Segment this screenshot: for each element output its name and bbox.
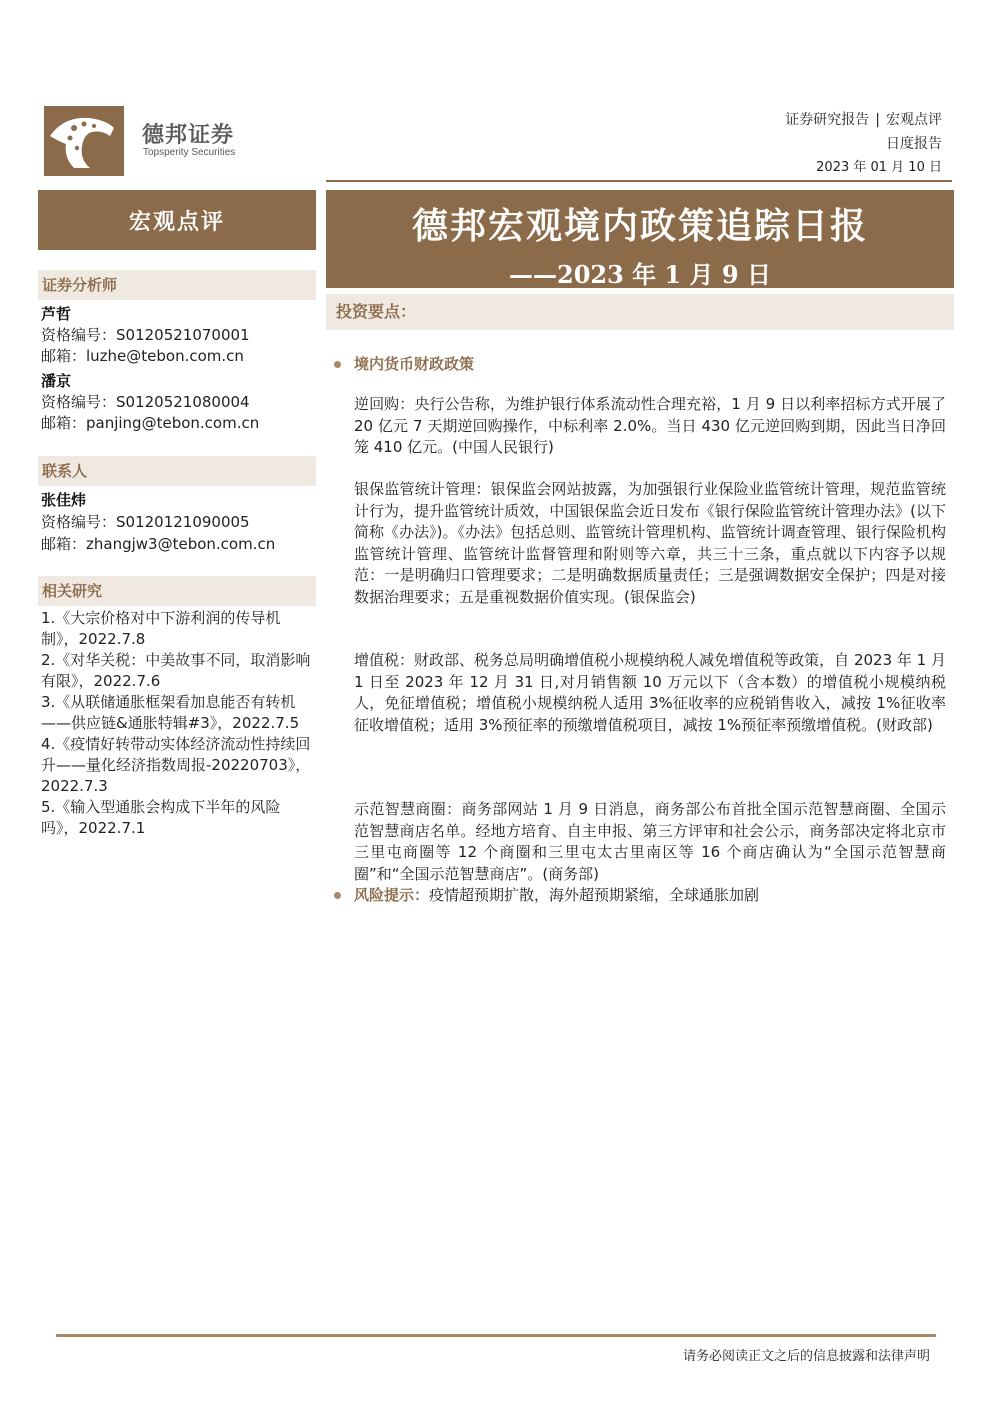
paragraph-smart-commerce: 示范智慧商圈：商务部网站 1 月 9 日消息，商务部公布首批全国示范智慧商圈、全国示范智慧商店名单。经地方培育、自主申报、第三方评审和社会公示，商务部决定将北京市三里屯商圈等 12 个商圈和三里屯太古里南区等 16 个商店确认为“全国示范智慧商圈”和“全国示范智慧商店”。(商务部) [354,800,946,883]
footer-disclaimer: 请务必阅读正文之后的信息披露和法律声明 [682,1349,930,1364]
risk-text: 疫情超预期扩散，海外超预期紧缩，全球通胀加剧 [429,886,760,904]
analyst-cert: 资格编号：S0120521080004 [41,393,250,411]
analysts-heading: 证券分析师 [38,270,316,300]
contact-cert: 资格编号：S0120121090005 [41,513,250,531]
brand-name-cn: 德邦证券 [142,123,235,148]
analyst-cert: 资格编号：S0120521070001 [41,326,250,344]
related-research-item[interactable]: 4.《疫情好转带动实体经济流动性持续回升——量化经济指数周报-20220703》，2022.7.3 [41,735,311,795]
title-banner [326,190,954,288]
paragraph-insurance-stats: 银保监管统计管理：银保监会网站披露，为加强银行业保险业监管统计管理，规范监管统计行为，提升监管统计质效，中国银保监会近日发布《银行保险监管统计管理办法》(以下简称《办法》)。《办法》包括总则、监管统计管理机构、监管统计调查管理、银行保险机构监管统计管理、监管统计监督管理和附则等六章，共三十三条，重点就以下内容予以规范：一是明确归口管理要求；二是明确数据质量责任；三是强调数据安全保护；四是对接数据治理要求；五是重视数据价值实现。(银保监会) [354,480,946,606]
document-title: 德邦宏观境内政策追踪日报 [411,205,868,247]
paragraph-reverse-repo: 逆回购：央行公告称，为维护银行体系流动性合理充裕，1 月 9 日以利率招标方式开展了 20 亿元 7 天期逆回购操作，中标利率 2.0%。当日 430 亿元逆回购到期，因此当日净回笼 410 亿元。(中国人民银行) [354,395,946,457]
leopard-logo-icon [44,106,124,176]
separator: | [875,112,880,128]
analyst-name: 芦哲 [41,305,72,323]
related-research-item[interactable]: 3.《从联储通胀框架看加息能否有转机——供应链&通胀特辑#3》，2022.7.5 [41,693,300,732]
document-subtitle: ——2023 年 1 月 9 日 [509,260,771,289]
risk-warning [354,884,759,905]
analyst-name: 潘京 [41,372,72,390]
paragraph-vat: 增值税：财政部、税务总局明确增值税小规模纳税人减免增值税等政策，自 2023 年 1 月 1 日至 2023 年 12 月 31 日,对月销售额 10 万元以下（含本数）的增值税小规模纳税人，免征增值税；增值税小规模纳税人适用 3%征收率的应税销售收入，减按 1%征收率征收增值税；适用 3%预征率的预缴增值税项目，减按 1%预征率预缴增值税。(财政部) [354,651,946,734]
contact-heading: 联系人 [38,456,316,486]
report-meta [785,108,942,180]
risk-label: 风险提示： [354,886,430,904]
section-title: 境内货币财政政策 [354,355,475,373]
related-research-item[interactable]: 1.《大宗价格对中下游利润的传导机制》，2022.7.8 [41,609,281,648]
report-category: 宏观点评 [886,112,942,128]
related-research-heading: 相关研究 [38,576,316,606]
contact-email[interactable]: 邮箱：zhangjw3@tebon.com.cn [41,535,276,553]
related-research-item[interactable]: 5.《输入型通胀会构成下半年的风险吗》，2022.7.1 [41,798,281,837]
header-divider [326,180,952,182]
report-type: 证券研究报告 [785,112,870,128]
bullet-dot-icon [334,361,341,368]
category-banner: 宏观点评 [38,190,316,250]
analyst-email[interactable]: 邮箱：panjing@tebon.com.cn [41,414,260,432]
brand-name-en: Topsperity Securities [143,147,236,158]
report-frequency: 日度报告 [886,136,942,152]
report-date: 2023 年 01 月 10 日 [816,160,942,175]
footer-divider [56,1334,936,1337]
key-points-heading: 投资要点： [326,294,954,330]
related-research-item[interactable]: 2.《对华关税：中美故事不同，取消影响有限》，2022.7.6 [41,651,311,690]
related-research-list [41,608,313,839]
analyst-email[interactable]: 邮箱：luzhe@tebon.com.cn [41,347,244,365]
contact-name: 张佳炜 [41,491,87,509]
bullet-dot-icon [334,892,341,899]
brand-logo [44,106,254,176]
